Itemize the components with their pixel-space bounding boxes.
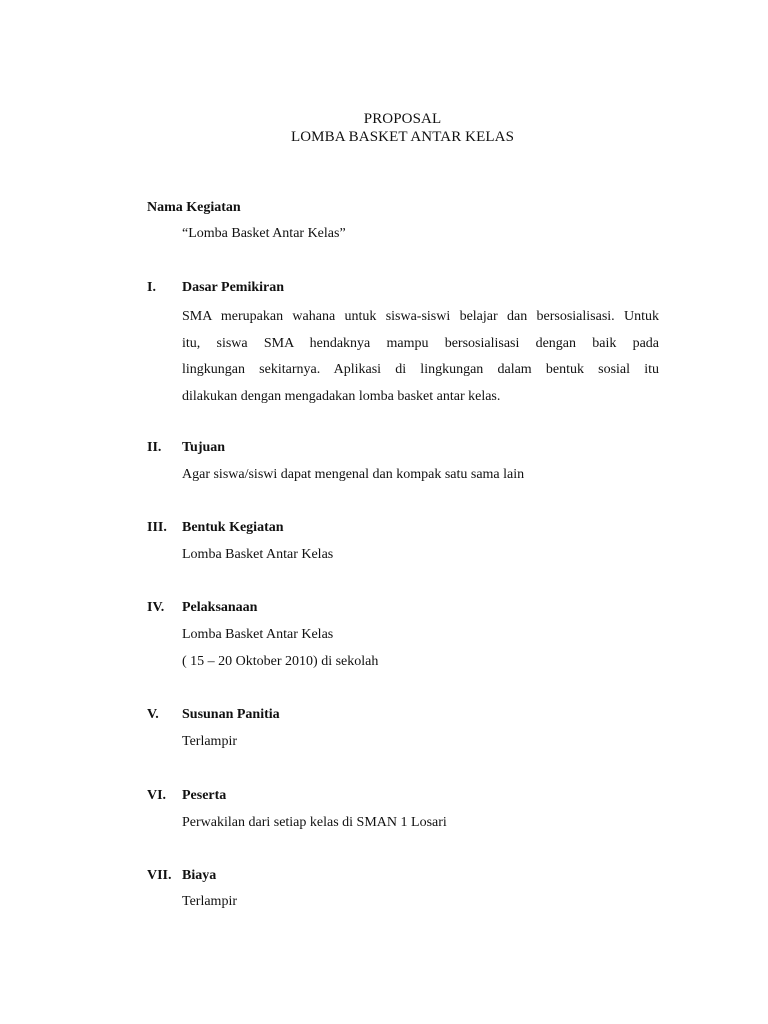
section-number-3: III. <box>147 520 167 535</box>
section-number-6: VI. <box>147 788 167 803</box>
dasar-pemikiran-paragraph <box>182 304 659 410</box>
paragraph-line: itu, siswa SMA hendaknya mampu bersosialisasi dengan baik pada <box>182 335 659 351</box>
peserta-text: Perwakilan dari setiap kelas di SMAN 1 Losari <box>182 815 447 830</box>
susunan-panitia-text: Terlampir <box>182 734 237 749</box>
biaya-text: Terlampir <box>182 894 237 909</box>
tujuan-text: Agar siswa/siswi dapat mengenal dan kompak satu sama lain <box>182 467 525 482</box>
section-heading-bentuk-kegiatan: Bentuk Kegiatan <box>182 520 284 535</box>
nama-kegiatan-label: Nama Kegiatan <box>147 200 241 215</box>
section-heading-susunan-panitia: Susunan Panitia <box>182 707 280 722</box>
section-heading-peserta: Peserta <box>182 788 227 803</box>
paragraph-line: dilakukan dengan mengadakan lomba basket antar kelas. <box>182 388 501 404</box>
section-number-2: II. <box>147 440 162 455</box>
section-heading-biaya: Biaya <box>182 868 217 883</box>
section-number-1: I. <box>147 280 156 295</box>
paragraph-line: SMA merupakan wahana untuk siswa-siswi belajar dan bersosialisasi. Untuk <box>182 309 659 324</box>
section-number-4: IV. <box>147 600 165 615</box>
paragraph-line: lingkungan sekitarnya. Aplikasi di lingkungan dalam bentuk sosial itu <box>182 362 659 377</box>
section-heading-dasar-pemikiran: Dasar Pemikiran <box>182 280 285 295</box>
document-subtitle: LOMBA BASKET ANTAR KELAS <box>290 129 515 145</box>
nama-kegiatan-value: “Lomba Basket Antar Kelas” <box>182 226 346 241</box>
section-heading-pelaksanaan: Pelaksanaan <box>182 600 258 615</box>
document-title: PROPOSAL <box>363 111 442 127</box>
section-heading-tujuan: Tujuan <box>182 440 226 455</box>
section-number-5: V. <box>147 707 159 722</box>
pelaksanaan-text-2: ( 15 – 20 Oktober 2010) di sekolah <box>182 654 379 669</box>
section-number-7: VII. <box>147 868 172 883</box>
pelaksanaan-text-1: Lomba Basket Antar Kelas <box>182 627 334 642</box>
bentuk-kegiatan-text: Lomba Basket Antar Kelas <box>182 547 334 562</box>
